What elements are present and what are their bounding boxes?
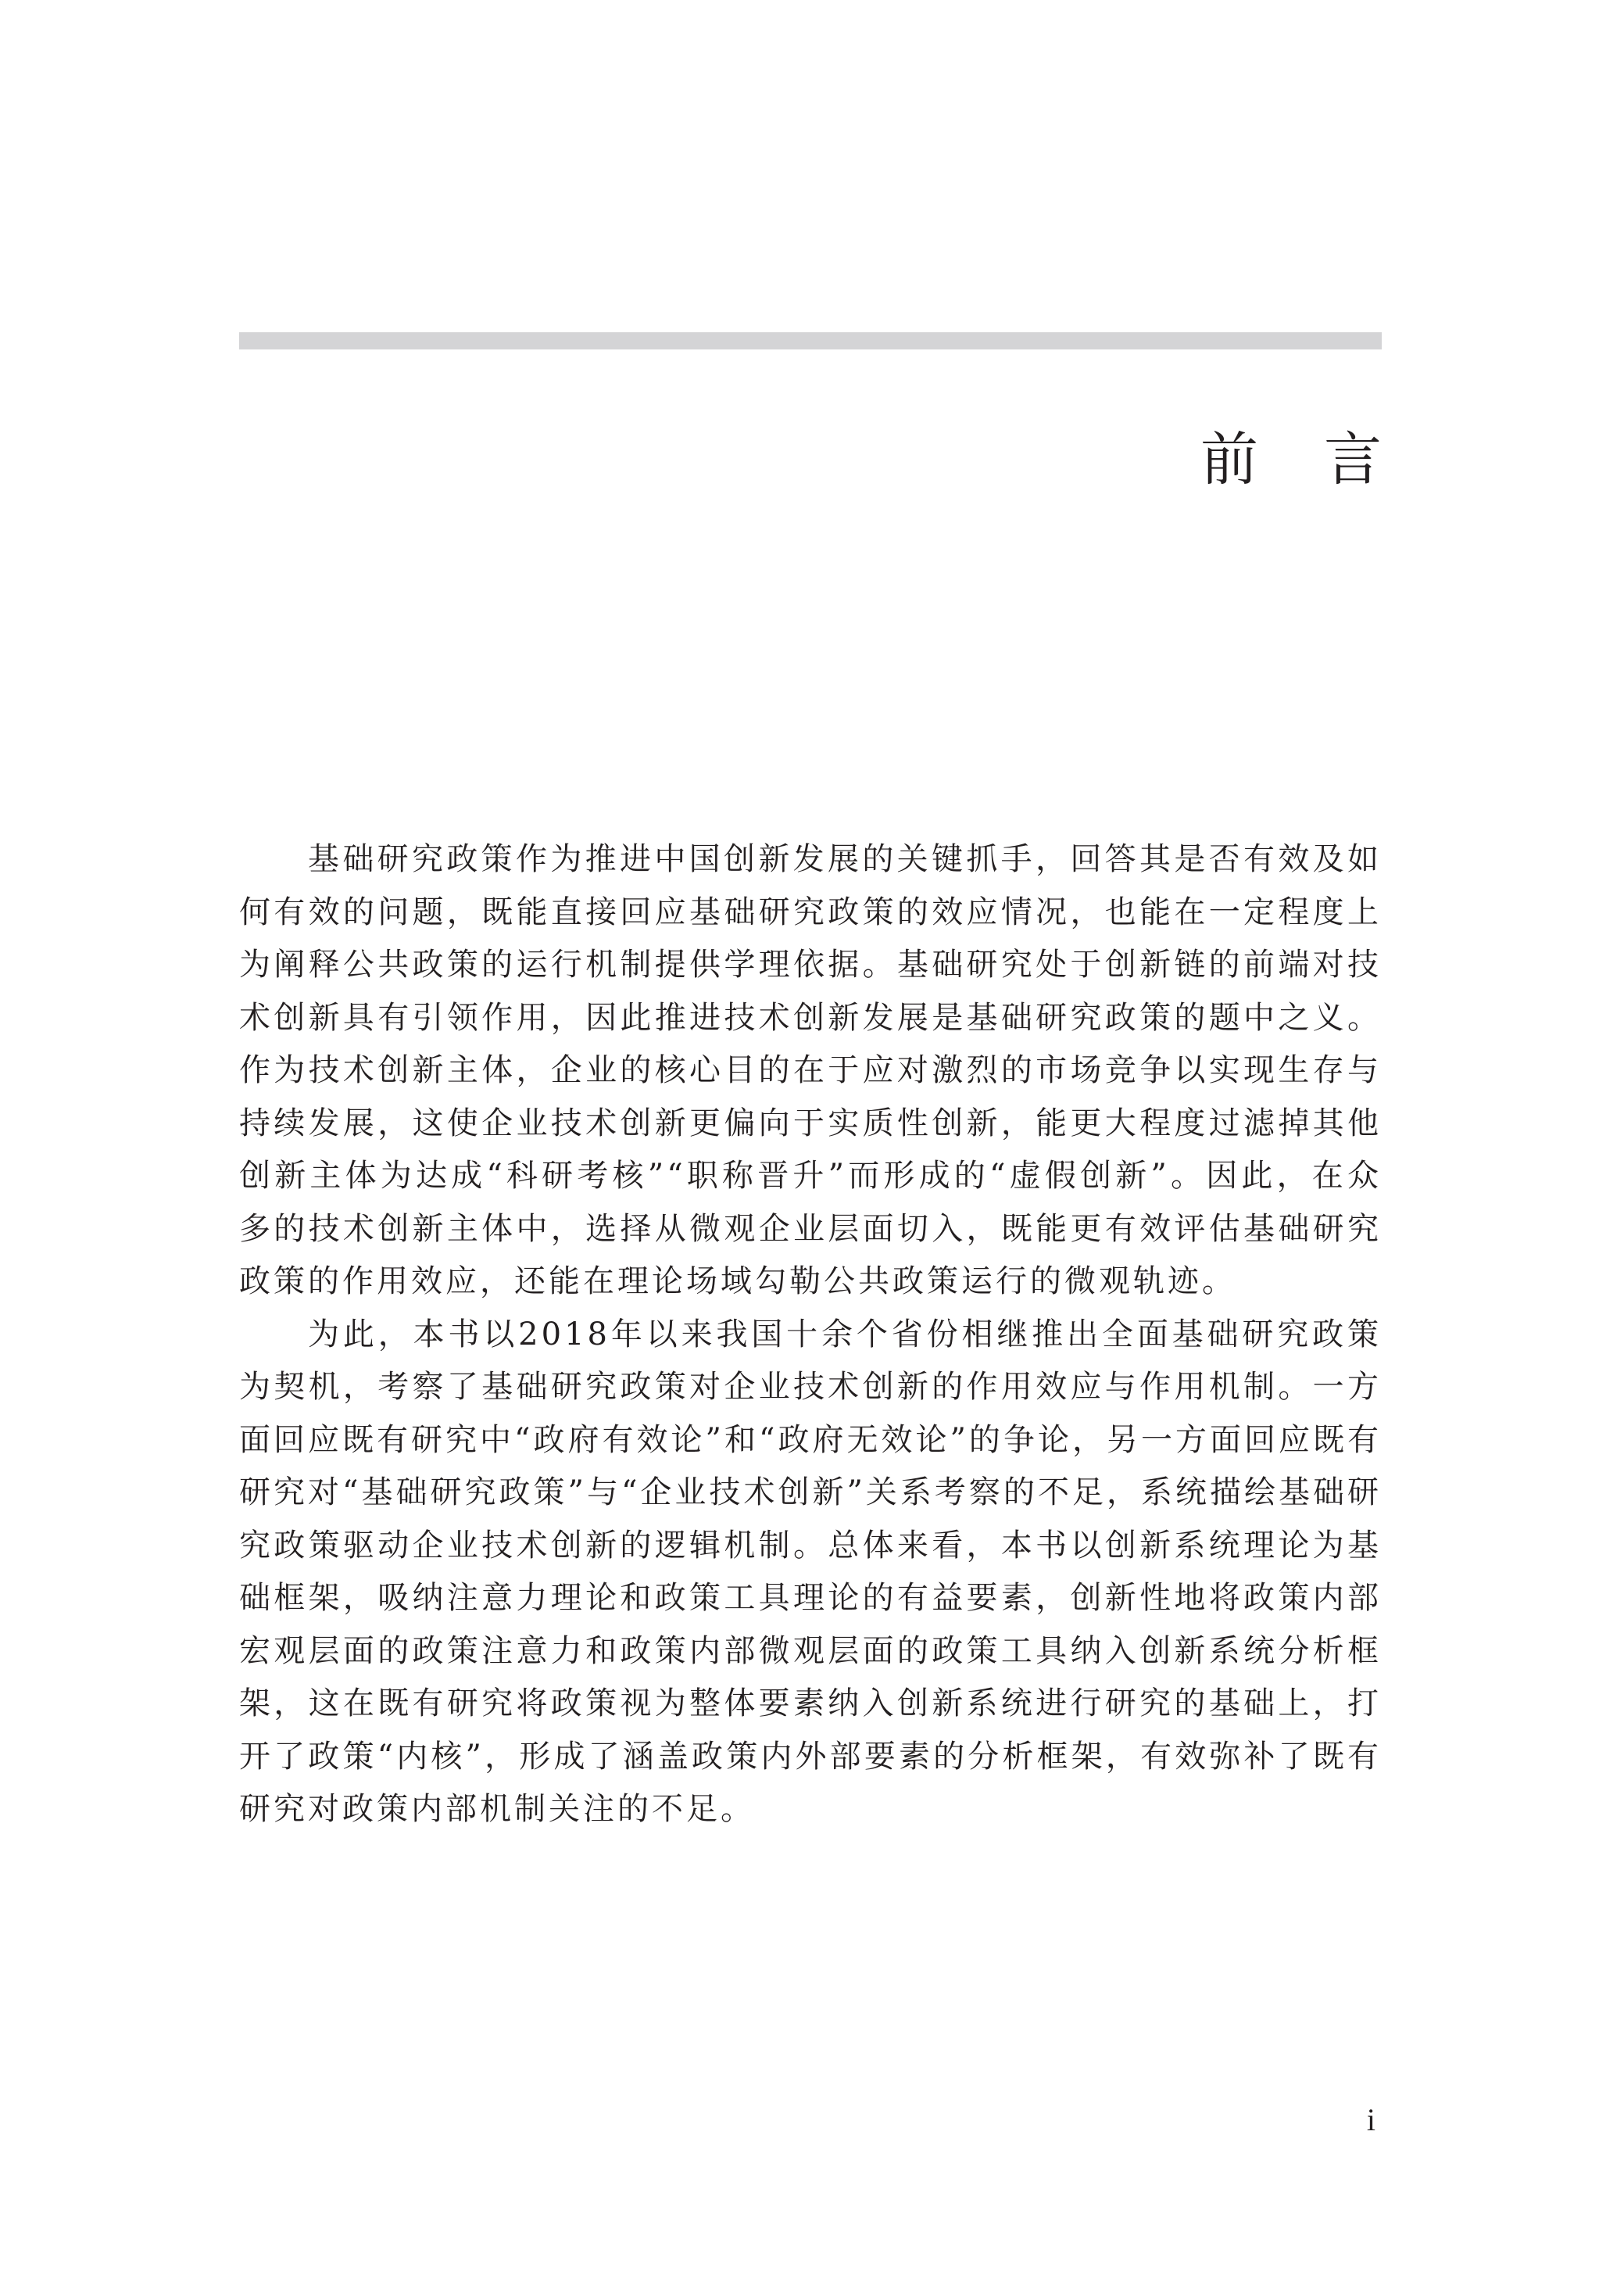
chapter-header-bar bbox=[239, 332, 1382, 349]
chapter-title: 前言 bbox=[1200, 425, 1447, 493]
page-number: i bbox=[1366, 2102, 1375, 2137]
preface-body bbox=[239, 833, 1382, 1836]
paragraph-2: 为此，本书以2018年以来我国十余个省份相继推出全面基础研究政策为契机，考察了基础研究政策对企业技术创新的作用效应与作用机制。一方面回应既有研究中“政府有效论”和“政府无效论”的争论，另一方面回应既有研究对“基础研究政策”与“企业技术创新”关系考察的不足，系统描绘基础研究政策驱动企业技术创新的逻辑机制。总体来看，本书以创新系统理论为基础框架，吸纳注意力理论和政策工具理论的有益要素，创新性地将政策内部宏观层面的政策注意力和政策内部微观层面的政策工具纳入创新系统分析框架，这在既有研究将政策视为整体要素纳入创新系统进行研究的基础上，打开了政策“内核”，形成了涵盖政策内外部要素的分析框架，有效弥补了既有研究对政策内部机制关注的不足。 bbox=[239, 1316, 1382, 1827]
paragraph-1: 基础研究政策作为推进中国创新发展的关键抓手，回答其是否有效及如何有效的问题，既能直接回应基础研究政策的效应情况，也能在一定程度上为阐释公共政策的运行机制提供学理依据。基础研究处于创新链的前端对技术创新具有引领作用，因此推进技术创新发展是基础研究政策的题中之义。作为技术创新主体，企业的核心目的在于应对激烈的市场竞争以实现生存与持续发展，这使企业技术创新更偏向于实质性创新，能更大程度过滤掉其他创新主体为达成“科研考核”“职称晋升”而形成的“虚假创新”。因此，在众多的技术创新主体中，选择从微观企业层面切入，既能更有效评估基础研究政策的作用效应，还能在理论场域勾勒公共政策运行的微观轨迹。 bbox=[239, 841, 1382, 1299]
